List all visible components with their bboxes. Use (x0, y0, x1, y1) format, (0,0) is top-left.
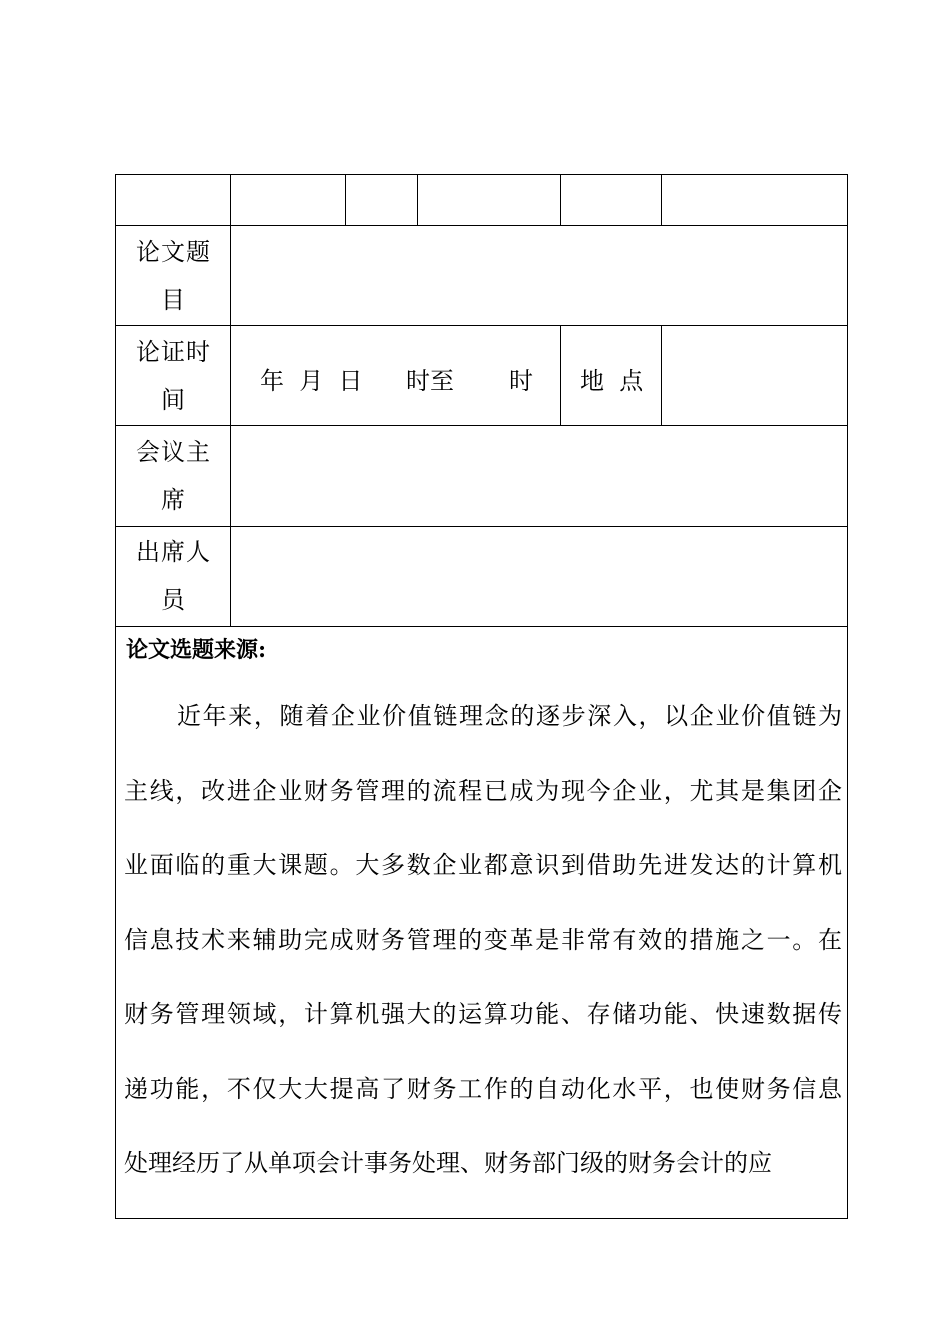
paragraph-line: 主线，改进企业财务管理的流程已成为现今企业，尤其是集团企 (124, 776, 842, 805)
thesis-review-form (115, 174, 848, 1219)
top-row-divider-4 (560, 175, 561, 225)
attendees-label: 出席人 员 (136, 538, 211, 614)
row-divider-5 (116, 626, 847, 627)
paragraph-line: 处理经历了从单项会计事务处理、财务部门级的财务会计的应 (124, 1149, 772, 1177)
paragraph-line: 业面临的重大课题。大多数企业都意识到借助先进发达的计算机 (124, 851, 842, 879)
to-time-text: 时 (509, 367, 533, 395)
attendees-field[interactable] (231, 527, 847, 626)
topic-field[interactable] (231, 226, 847, 325)
from-time-text: 时至 (406, 367, 454, 395)
time-label: 论证时 间 (136, 338, 211, 414)
paragraph-line: 财务管理领域，计算机强大的运算功能、存储功能、快速数据传 (124, 1000, 842, 1028)
date-text: 年 月 日 (260, 367, 363, 395)
topic-label: 论文题 目 (136, 238, 211, 314)
top-row-divider-2 (345, 175, 346, 225)
top-row-divider-5 (661, 175, 662, 225)
source-paragraph (124, 679, 842, 1201)
source-section-title: 论文选题来源: (126, 637, 267, 663)
chair-label: 会议主 席 (136, 438, 211, 514)
paragraph-line: 近年来，随着企业价值链理念的逐步深入，以企业价值链为 (177, 702, 842, 730)
time-row-divider-1 (560, 325, 561, 425)
top-row-divider-3 (417, 175, 418, 225)
paragraph-line: 递功能，不仅大大提高了财务工作的自动化水平，也使财务信息 (124, 1074, 842, 1103)
place-label: 地 点 (580, 367, 644, 395)
place-field[interactable] (662, 326, 847, 425)
paragraph-line: 信息技术来辅助完成财务管理的变革是非常有效的措施之一。在 (124, 925, 842, 954)
chair-field[interactable] (231, 426, 847, 526)
